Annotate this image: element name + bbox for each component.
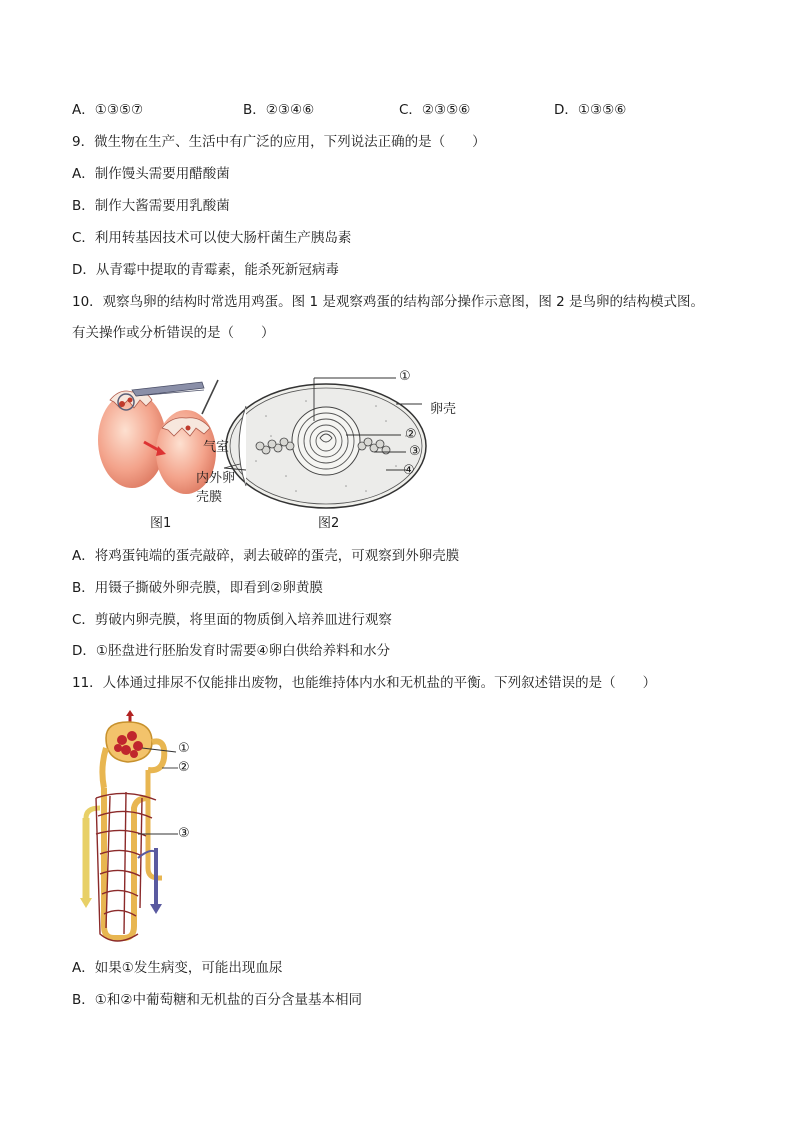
marker-4: ④ bbox=[403, 463, 415, 478]
marker-2: ② bbox=[405, 427, 417, 442]
q10-option-b: B．用镊子撕破外卵壳膜，即看到②卵黄膜 bbox=[72, 580, 323, 596]
q11-stem: 11．人体通过排尿不仅能排出废物，也能维持体内水和无机盐的平衡。下列叙述错误的是（ ） bbox=[72, 675, 657, 691]
q10-option-a: A．将鸡蛋钝端的蛋壳敲碎，剥去破碎的蛋壳，可观察到外卵壳膜 bbox=[72, 548, 460, 564]
q9-option-a: A．制作馒头需要用醋酸菌 bbox=[72, 166, 230, 182]
q11-option-b: B．①和②中葡萄糖和无机盐的百分含量基本相同 bbox=[72, 992, 362, 1008]
q10-figure1-caption: 图1 bbox=[150, 516, 172, 531]
q10-stem-line1: 10．观察鸟卵的结构时常选用鸡蛋。图 1 是观察鸡蛋的结构部分操作示意图，图 2 是鸟卵的结构模式图。 bbox=[72, 294, 705, 310]
q9-option-c: C．利用转基因技术可以使大肠杆菌生产胰岛素 bbox=[72, 230, 352, 246]
q8-option-d: D．①③⑤⑥ bbox=[554, 102, 627, 118]
membrane-label-line2: 壳膜 bbox=[196, 490, 223, 505]
shell-label: 卵壳 bbox=[430, 402, 457, 417]
q9-option-d: D．从青霉中提取的青霉素，能杀死新冠病毒 bbox=[72, 262, 339, 278]
air-chamber-label: 气室 bbox=[203, 440, 230, 455]
q11-option-a: A．如果①发生病变，可能出现血尿 bbox=[72, 960, 283, 976]
q9-stem: 9．微生物在生产、生活中有广泛的应用，下列说法正确的是（ ） bbox=[72, 134, 486, 150]
q10-figure2-caption: 图2 bbox=[318, 516, 340, 531]
q8-option-a: A．①③⑤⑦ bbox=[72, 102, 144, 118]
q8-option-b: B．②③④⑥ bbox=[243, 102, 315, 118]
q10-option-c: C．剪破内卵壳膜，将里面的物质倒入培养皿进行观察 bbox=[72, 612, 392, 628]
marker-1: ① bbox=[399, 369, 411, 384]
q10-stem-line2: 有关操作或分析错误的是（ ） bbox=[72, 325, 275, 341]
marker-3: ③ bbox=[409, 444, 421, 459]
membrane-label-line1: 内外卵 bbox=[196, 471, 236, 486]
q11-marker-3: ③ bbox=[178, 826, 190, 841]
q9-option-b: B．制作大酱需要用乳酸菌 bbox=[72, 198, 230, 214]
q11-nephron-diagram bbox=[66, 708, 216, 944]
q8-option-c: C．②③⑤⑥ bbox=[399, 102, 471, 118]
q11-marker-1: ① bbox=[178, 741, 190, 756]
q11-marker-2: ② bbox=[178, 760, 190, 775]
q10-option-d: D．①胚盘进行胚胎发育时需要④卵白供给养料和水分 bbox=[72, 643, 391, 659]
